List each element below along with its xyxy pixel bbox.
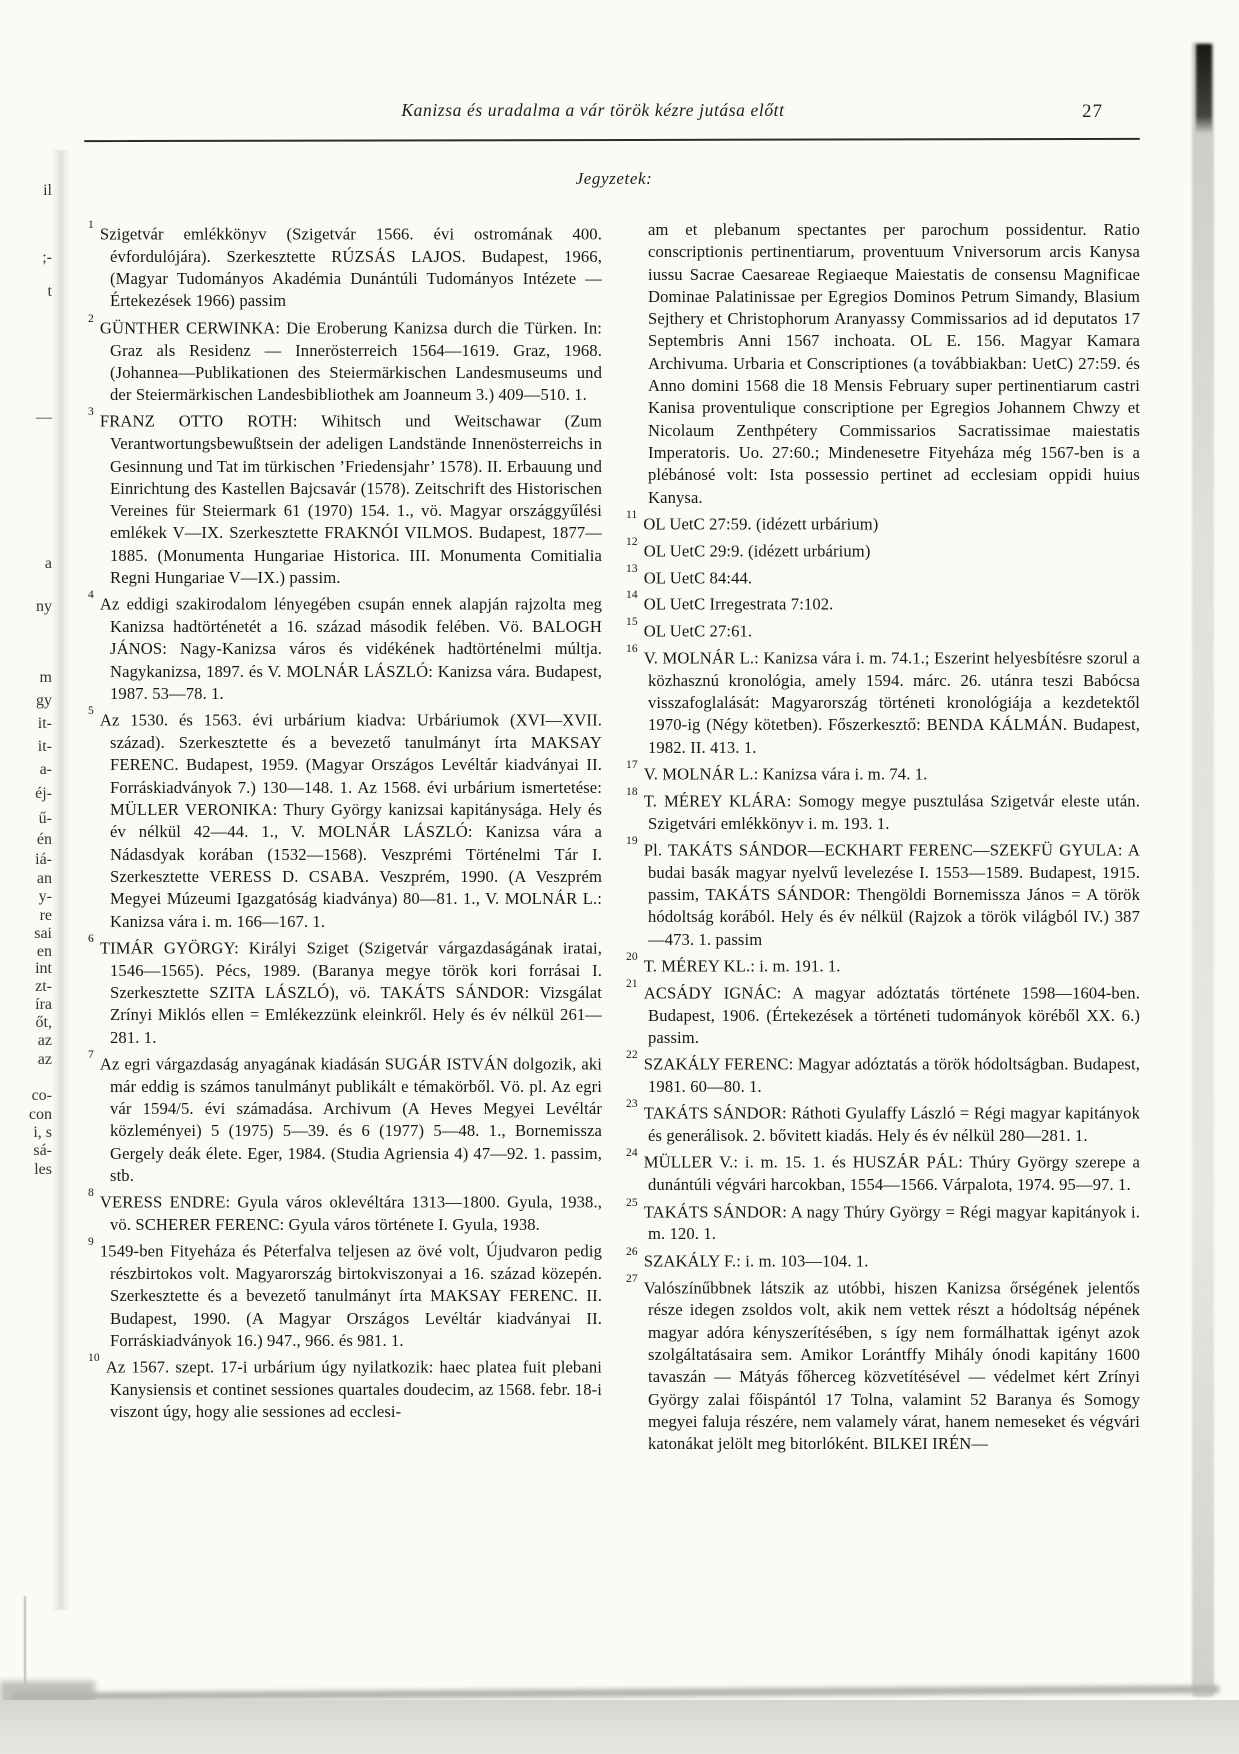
- section-heading-jegyzetek: Jegyzetek:: [575, 169, 653, 188]
- footnote-number: 13: [626, 562, 638, 575]
- bleed-fragment: t: [47, 283, 52, 300]
- footnote-number: 14: [626, 589, 638, 602]
- footnote-text: Az 1530. és 1563. évi urbárium kiadva: Urbáriumok (XVI—XVII. század). Szerkesztette és a bevezető tanulmányt írta MAKSAY FERENC. Budapest, 1959. (Magyar Országos Levéltár kiadványai II. Forráskiadványok 7.) 130—148. 1. Az 1568. évi urbárium ismertetése: MÜLLER VERONIKA: Thury György kanizsai kapitánysága. Hely és év nélkül 42—44. 1., V. MOLNÁR LÁSZLÓ: Kanizsa vára a Nádasdyak korában (1532—1568). Veszprémi Történelmi Tár I. Szerkesztette VERESS D. CSABA. Veszprém, 1990. (A Veszprém Megyei Múzeumi Igazgatóság kiadványa) 80—81. 1., V. MOLNÁR L.: Kanizsa vára i. m. 166—167. 1.: [99, 710, 602, 931]
- bleed-fragment: —: [36, 409, 52, 426]
- notes-column-left: [88, 219, 602, 1455]
- footnote-text: Szigetvár emlékkönyv (Szigetvár 1566. évi ostromának 400. évfordulójára). Szerkesztette RÚZSÁS LAJOS. Budapest, 1966, (Magyar Tudományos Akadémia Dunántúli Tudományos Intézete — Értekezések 1966) passim: [99, 224, 602, 311]
- footnote-21: [626, 978, 1140, 1049]
- bleed-fragment: zt-: [35, 978, 52, 995]
- bleed-fragment: it-: [37, 738, 52, 755]
- bleed-fragment: éj-: [35, 785, 52, 802]
- footnote-number: 3: [88, 406, 94, 419]
- footnote-text: Valószínűbbnek látszik az utóbbi, hiszen Kanizsa őrségének jelentős része idegen zsoldos volt, akik nem vettek részt a hódoltság népének magyar adóra kényszerítésében, s így nem formálhattak igényt azok szolgáltatásaira sem. Amikor Lorántffy Mihály ónodi kapitány 1600 tavaszán — Mátyás főherceg közvetítésével — védelmet kért Zrínyi György zalai főispántól 17 Tolna, valamint 52 Baranya és Somogy megyei faluja részére, nem valamely várat, hanem nemeseket és végvári katonákat jelölt meg bitorlóként. BILKEI IRÉN—: [643, 1278, 1140, 1454]
- notes-columns: [88, 219, 1140, 1455]
- footnote-number: 16: [626, 643, 638, 655]
- footnote-17: [626, 759, 1140, 786]
- bleed-fragment: con: [28, 1106, 52, 1123]
- footnote-8: [88, 1187, 602, 1236]
- footnote-text: am et plebanum spectantes per parochum possidentur. Ratio conscriptionis pertinentiarum, proventuum Vniversorum arcis Kanysa iussu Sacrae Caesareae Regiaeque Maiestatis de consensu Magnificae Dominae Palatinissae per Egregios Dominos Petrum Simandy, Blasium Sejthery et Christophorum Aranyassy Commissarios ad id deputatos 17 Septembris Anni 1567 inchoata. OL E. 156. Magyar Kamara Archivuma. Urbaria et Conscriptiones (a továbbiakban: UetC) 27:59. és Anno domini 1568 die 18 Mensis February super pertinentiarum castri Kanisa proventulique conscriptione per Egregios Johannem Chwzy et Nicolaum Zenthpétery Commissarios Sacratissimae maiestatis Imperatoris. Uo. 27:60.; Mindenesetre Fityeháza még 1567-ben is a plébánosé volt: Ista possessio pertinet ad ecclesiam oppidi huius Kanysa.: [648, 220, 1140, 507]
- bleed-fragment: co-: [31, 1087, 52, 1104]
- footnote-3: [88, 406, 602, 589]
- footnote-number: 22: [626, 1049, 638, 1062]
- footnote-1: [88, 219, 602, 313]
- footnote-number: 2: [88, 312, 94, 325]
- footnote-text: OL UetC 29:9. (idézett urbárium): [643, 541, 871, 561]
- bleed-fragment: én: [36, 831, 52, 848]
- footnote-text: SZAKÁLY F.: i. m. 103—104. 1.: [643, 1251, 869, 1271]
- bleed-fragment: an: [36, 870, 52, 887]
- footnote-number: 27: [626, 1272, 638, 1285]
- footnote-text: OL UetC Irregestrata 7:102.: [643, 594, 834, 614]
- footnote-12: [626, 536, 1140, 563]
- footnote-11: [626, 509, 1140, 536]
- footnote-19: [626, 835, 1140, 951]
- footnote-text: MÜLLER V.: i. m. 15. 1. és HUSZÁR PÁL: Thúry György szerepe a dunántúli végvári harcokban, 1554—1566. Várpalota, 1974. 95—97. 1.: [643, 1153, 1140, 1195]
- bleed-fragment: m: [39, 669, 52, 686]
- footnote-text: Az 1567. szept. 17-i urbárium úgy nyilatkozik: haec platea fuit plebani Kanysiensis et continet sessiones quartales doudecim, az 1568. febr. 18-i viszont úgy, hogy alie sessiones ad ecclesi-: [105, 1357, 602, 1422]
- footnote-number: 8: [88, 1187, 94, 1200]
- footnote-23: [626, 1098, 1140, 1147]
- bleed-fragment: ű-: [38, 810, 52, 827]
- bleed-fragment: re: [39, 907, 52, 924]
- bleed-fragment: i, s: [33, 1124, 52, 1141]
- footnote-18: [626, 786, 1140, 835]
- footnote-number: 5: [88, 705, 94, 718]
- footnote-number: 9: [88, 1236, 94, 1249]
- footnote-text: Pl. TAKÁTS SÁNDOR—ECKHART FERENC—SZEKFÜ GYULA: A budai basák magyar nyelvű levelezése I. 1553—1589. Budapest, 1915. passim, TAKÁTS SÁNDOR: Thengöldi Bornemissza János = A török hódoltság korából. Hely és év nélkül (Rajzok a török világból IV.) 387—473. 1. passim: [643, 840, 1140, 949]
- bleed-fragment: sai: [34, 925, 52, 942]
- footnote-text: Az eddigi szakirodalom lényegében csupán ennek alapján rajzolta meg Kanizsa hadtörténetét a 16. század második felében. Vö. BALOGH JÁNOS: Nagy-Kanizsa város és vidékének hadtörténelmi múltja. Nagykanizsa, 1897. és V. MOLNÁR LÁSZLÓ: Kanizsa vára. Budapest, 1987. 53—78. 1.: [99, 594, 602, 704]
- footnote-number: 12: [626, 535, 638, 548]
- bleed-fragment: sá-: [33, 1142, 52, 1159]
- footnote-text: GÜNTHER CERWINKA: Die Eroberung Kanizsa durch die Türken. In: Graz als Residenz — Innerösterreich 1564—1619. Graz, 1968. (Johannea—Publikationen des Steiermärkischen Landesmuseums und der Steiermärkischen Landesbibliothek am Joanneum 3.) 409—510. 1.: [99, 318, 602, 405]
- footnote-number: 15: [626, 616, 638, 629]
- bleed-fragment: íra: [35, 996, 52, 1013]
- footnote-text: TAKÁTS SÁNDOR: A nagy Thúry György = Régi magyar kapitányok i. m. 120. 1.: [643, 1202, 1140, 1244]
- footnote-text: OL UetC 27:59. (idézett urbárium): [643, 514, 879, 534]
- bleed-fragment: iá-: [35, 851, 52, 868]
- footnote-6: [88, 933, 602, 1049]
- footnote-text: OL UetC 27:61.: [643, 621, 753, 641]
- scan-artifact-top-right-mark: [1196, 44, 1212, 134]
- footnote-text: ACSÁDY IGNÁC: A magyar adóztatás története 1598—1604-ben. Budapest, 1906. (Értekezések a történeti tudományok köréből XX. 6.) passim.: [643, 983, 1140, 1047]
- bleed-fragment: az: [37, 1051, 52, 1068]
- bleed-fragment: őt,: [35, 1014, 52, 1031]
- footnote-2: [88, 313, 602, 407]
- footnote-number: 24: [626, 1147, 638, 1160]
- footnote-24: [626, 1147, 1140, 1196]
- footnote-text: T. MÉREY KL.: i. m. 191. 1.: [643, 956, 841, 976]
- footnote-5: [88, 705, 602, 933]
- footnote-20: [626, 951, 1140, 978]
- footnote-number: 21: [626, 977, 638, 990]
- footnote-27: [626, 1273, 1140, 1456]
- footnote-text: 1549-ben Fityeháza és Péterfalva teljesen az övé volt, Újudvaron pedig részbirtokos volt. Magyarország birtokviszonyai a 16. század közepén. Szerkesztette és a bevezető tanulmányt írta MAKSAY FERENC. II. Budapest, 1990. (A Magyar Országos Levéltár kiadványai II. Forráskiadványok 16.) 947., 966. és 981. 1.: [99, 1241, 602, 1351]
- bleed-fragment: az: [37, 1032, 52, 1049]
- footnote-9: [88, 1236, 602, 1352]
- footnote-16: [626, 643, 1140, 759]
- bleed-fragment: il: [43, 182, 52, 199]
- footnote-number: 10: [88, 1352, 100, 1365]
- footnote-number: 26: [626, 1245, 638, 1258]
- header-rule: [84, 138, 1140, 142]
- notes-column-right: [626, 219, 1140, 1455]
- footnote-number: 23: [626, 1098, 638, 1111]
- running-head-title: Kanizsa és uradalma a vár török kézre jutása előtt: [401, 100, 785, 120]
- footnote-number: 19: [626, 834, 638, 847]
- bleed-fragment: ny: [36, 598, 52, 615]
- page-number: 27: [1082, 101, 1103, 122]
- bleed-fragment: a: [44, 555, 52, 572]
- footnote-10: [88, 1352, 602, 1423]
- footnote-number: 11: [626, 508, 638, 521]
- scan-artifact-right-edge-band: [1192, 42, 1214, 1697]
- footnote-text: T. MÉREY KLÁRA: Somogy megye pusztulása Szigetvár eleste után. Szigetvári emlékkönyv i. m. 193. 1.: [643, 791, 1140, 833]
- footnote-text: VERESS ENDRE: Gyula város oklevéltára 1313—1800. Gyula, 1938., vö. SCHERER FERENC: Gyula város története I. Gyula, 1938.: [99, 1192, 602, 1235]
- footnote-text: V. MOLNÁR L.: Kanizsa vára i. m. 74. 1.: [643, 764, 928, 784]
- footnote-7: [88, 1049, 602, 1187]
- bleed-fragment: it-: [37, 715, 52, 732]
- footnote-15: [626, 616, 1140, 643]
- footnote-number: 4: [88, 589, 94, 602]
- footnote-text: TIMÁR GYÖRGY: Királyi Sziget (Szigetvár várgazdaságának iratai, 1546—1565). Pécs, 1989. (Baranya megye török kori forrásai I. Szerkesztette SZITA LÁSZLÓ), vö. TAKÁTS SÁNDOR: Vizsgálat Zrínyi Miklós ellen = Emlékezzünk eleinkről. Hely és év nélkül 261—281. 1.: [99, 938, 602, 1047]
- bleed-fragment: y-: [38, 888, 52, 905]
- bleed-fragment: int: [35, 960, 52, 977]
- bleed-fragment: a-: [39, 761, 52, 778]
- bleed-fragment: ;-: [42, 249, 52, 266]
- footnote-number: 1: [88, 219, 94, 231]
- bleed-fragment: gy: [36, 692, 52, 709]
- footnote-text: V. MOLNÁR L.: Kanizsa vára i. m. 74.1.; Eszerint helyesbítésre szorul a közhasznú kronológia, amely 1594. márc. 26. utánra teszi Babócsa visszafoglalását: Magyarország történeti kronológiája a kezdetektől 1970-ig (Négy kötetben). Főszerkesztő: BENDA KÁLMÁN. Budapest, 1982. II. 413. 1.: [643, 648, 1140, 757]
- footnote-text: OL UetC 84:44.: [643, 568, 753, 588]
- footnote-number: 17: [626, 759, 638, 772]
- footnote-text: Az egri várgazdaság anyagának kiadásán SUGÁR ISTVÁN dolgozik, aki már eddig is számos tanulmányt publikált e témakörből. Vö. pl. Az egri vár 1594/5. évi számadása. Archivum (A Heves Megyei Levéltár közleményei) 5 (1975) 5—39. és 6 (1977) 5—48. 1., Bornemissza Gergely deák élete. Eger, 1984. (Studia Agriensia 4) 47—92. 1. passim, stb.: [99, 1054, 602, 1185]
- scan-artifact-gutter-shadow: [52, 150, 70, 1610]
- footnote-text: FRANZ OTTO ROTH: Wihitsch und Weitschawar (Zum Verantwortungsbewußtsein der adeligen Landstände Innenösterreichs in Gesinnung und Tat im türkischen ’Friedensjahr’ 1578). II. Erbauung und Einrichtung des Kastellen Bajcsavár (1578). Zeitschrift des Historischen Vereines für Steiermark 61 (1970) 154. 1., vö. Magyar országgyűlési emlékek V—IX. Szerkesztette FRAKNÓI VILMOS. Budapest, 1877—1885. (Monumenta Hungariae Historica. III. Monumenta Comitialia Regni Hungariae V—IX.) passim.: [99, 411, 602, 588]
- footnote-text: TAKÁTS SÁNDOR: Ráthoti Gyulaffy László = Régi magyar kapitányok és generálisok. 2. bővitett kiadás. Hely és év nélkül 280—281. 1.: [643, 1103, 1140, 1146]
- footnote-14: [626, 589, 1140, 616]
- footnote-number: 20: [626, 950, 638, 963]
- bleed-fragment: en: [36, 943, 52, 960]
- scan-artifact-left-page-edge: [24, 1596, 26, 1692]
- footnote-number: 18: [626, 785, 638, 798]
- footnote-26: [626, 1246, 1140, 1273]
- footnote-13: [626, 563, 1140, 590]
- footnote-text: SZAKÁLY FERENC: Magyar adóztatás a török hódoltságban. Budapest, 1981. 60—80. 1.: [643, 1054, 1140, 1097]
- bleed-fragment: les: [34, 1161, 52, 1178]
- footnote-22: [626, 1049, 1140, 1098]
- footnote-number: 25: [626, 1196, 638, 1209]
- footnote-number: 6: [88, 932, 94, 945]
- footnote-number: 7: [88, 1048, 94, 1061]
- scan-artifact-bottom-background: [0, 1700, 1239, 1754]
- footnote-4: [88, 589, 602, 705]
- footnote-25: [626, 1197, 1140, 1246]
- footnote-10-continuation: [626, 219, 1140, 509]
